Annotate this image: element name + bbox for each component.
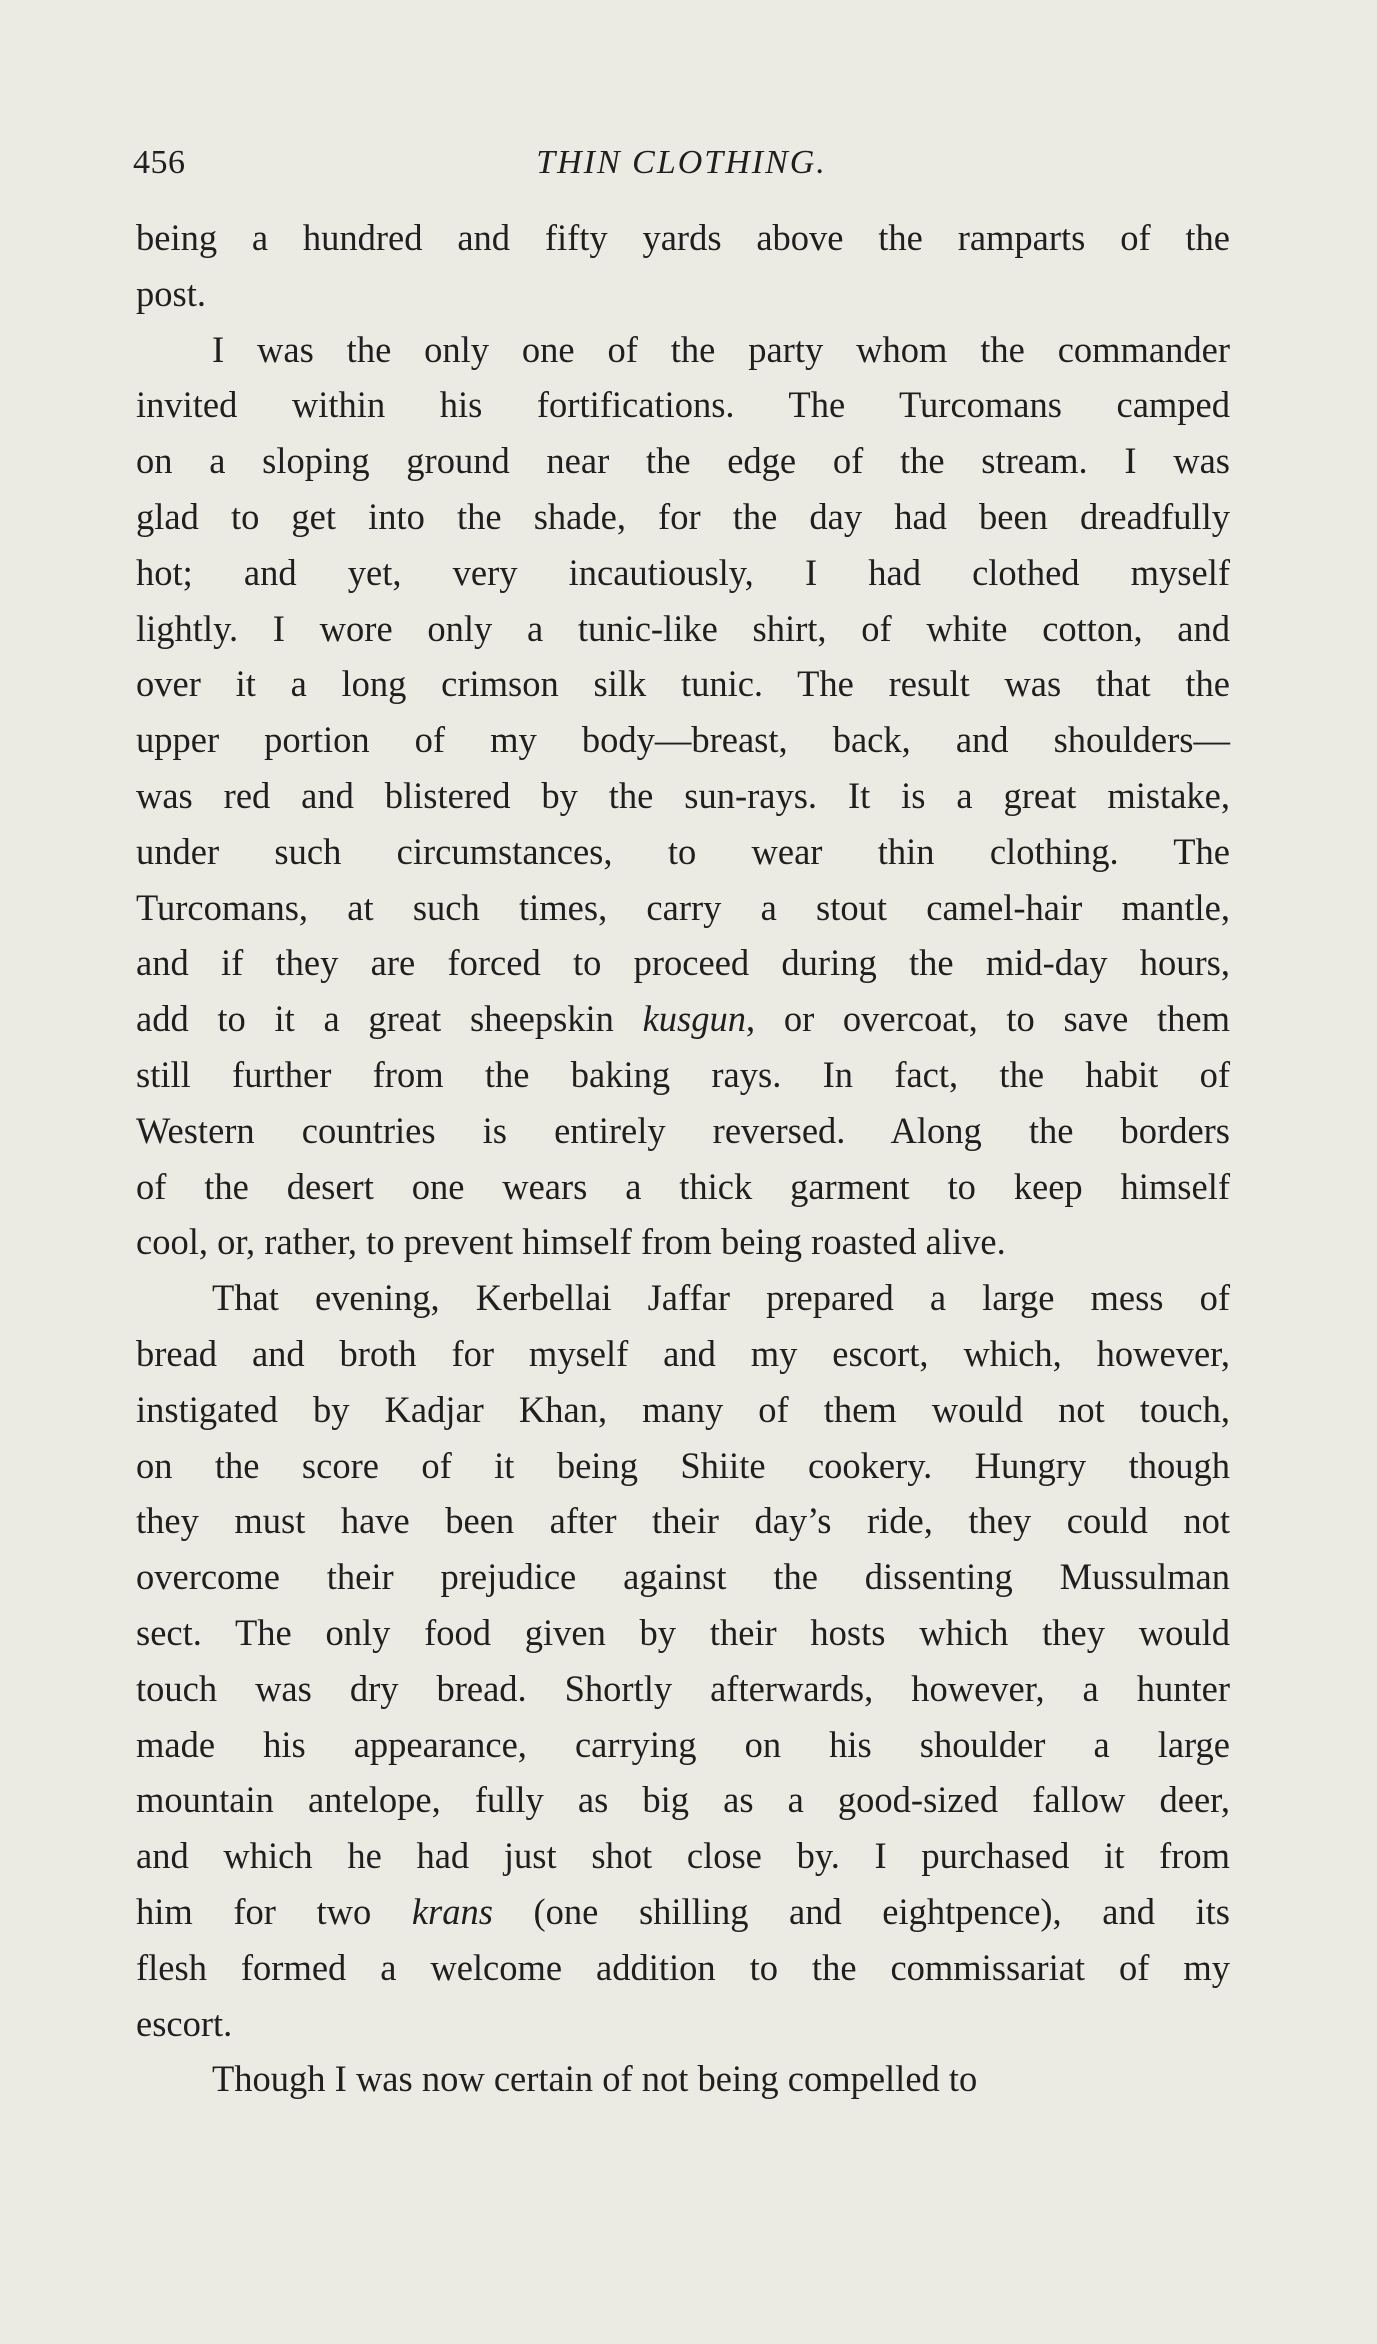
text-line: him for two krans (one shilling and eightpence), and its: [136, 1890, 1231, 1932]
text-line: overcome their prejudice against the dissenting Mussulman: [136, 1556, 1230, 1598]
text-line: escort.: [136, 2002, 233, 2044]
text-line: was red and blistered by the sun-rays. It is a great mistake,: [136, 774, 1230, 816]
text-line: mountain antelope, fully as big as a good-sized fallow deer,: [136, 1779, 1230, 1821]
paragraph: [136, 2051, 1230, 2107]
text-line: hot; and yet, very incautiously, I had clothed myself: [136, 551, 1230, 593]
text-line: of the desert one wears a thick garment to keep himself: [136, 1165, 1230, 1207]
text-line: sect. The only food given by their hosts which they would: [136, 1611, 1230, 1653]
text-line: invited within his fortifications. The Turcomans camped: [136, 384, 1230, 426]
text-line: glad to get into the shade, for the day had been dreadfully: [136, 495, 1230, 537]
text-line: bread and broth for myself and my escort, which, however,: [136, 1332, 1230, 1374]
text-line: add to it a great sheepskin kusgun, or overcoat, to save them: [136, 998, 1230, 1040]
text-line: post.: [136, 272, 206, 314]
page-number: 456: [133, 144, 186, 181]
text-line: I was the only one of the party whom the commander: [212, 328, 1230, 370]
text-line: cool, or, rather, to prevent himself from being roasted alive.: [136, 1221, 1006, 1263]
paragraph: [136, 322, 1230, 1271]
text-line: and if they are forced to proceed during the mid-day hours,: [136, 942, 1230, 984]
text-line: That evening, Kerbellai Jaffar prepared a large mess of: [212, 1277, 1230, 1319]
text-line: being a hundred and fifty yards above the ramparts of the: [136, 217, 1230, 258]
text-line: on a sloping ground near the edge of the stream. I was: [136, 440, 1230, 482]
running-head: THIN CLOTHING.: [536, 144, 827, 181]
text-line: they must have been after their day’s ride, they could not: [136, 1500, 1230, 1542]
text-line: Though I was now certain of not being compelled to: [212, 2058, 978, 2100]
body-text: [136, 210, 1230, 2107]
page-header: [133, 136, 1230, 190]
text-line: instigated by Kadjar Khan, many of them would not touch,: [136, 1388, 1230, 1430]
text-line: still further from the baking rays. In fact, the habit of: [136, 1053, 1230, 1095]
paragraph: [136, 210, 1230, 322]
text-line: Western countries is entirely reversed. Along the borders: [136, 1109, 1230, 1151]
text-line: upper portion of my body—breast, back, and shoulders—: [136, 719, 1230, 761]
text-line: on the score of it being Shiite cookery. Hungry though: [136, 1444, 1230, 1486]
text-line: over it a long crimson silk tunic. The result was that the: [136, 663, 1230, 705]
text-line: under such circumstances, to wear thin clothing. The: [136, 830, 1230, 872]
text-line: flesh formed a welcome addition to the commissariat of my: [136, 1946, 1230, 1988]
text-line: Turcomans, at such times, carry a stout camel-hair mantle,: [136, 886, 1230, 928]
text-line: touch was dry bread. Shortly afterwards, however, a hunter: [136, 1667, 1230, 1709]
text-line: lightly. I wore only a tunic-like shirt, of white cotton, and: [136, 607, 1230, 649]
text-line: and which he had just shot close by. I purchased it from: [136, 1835, 1230, 1877]
text-line: made his appearance, carrying on his shoulder a large: [136, 1723, 1230, 1765]
paragraph: [136, 1270, 1230, 2051]
